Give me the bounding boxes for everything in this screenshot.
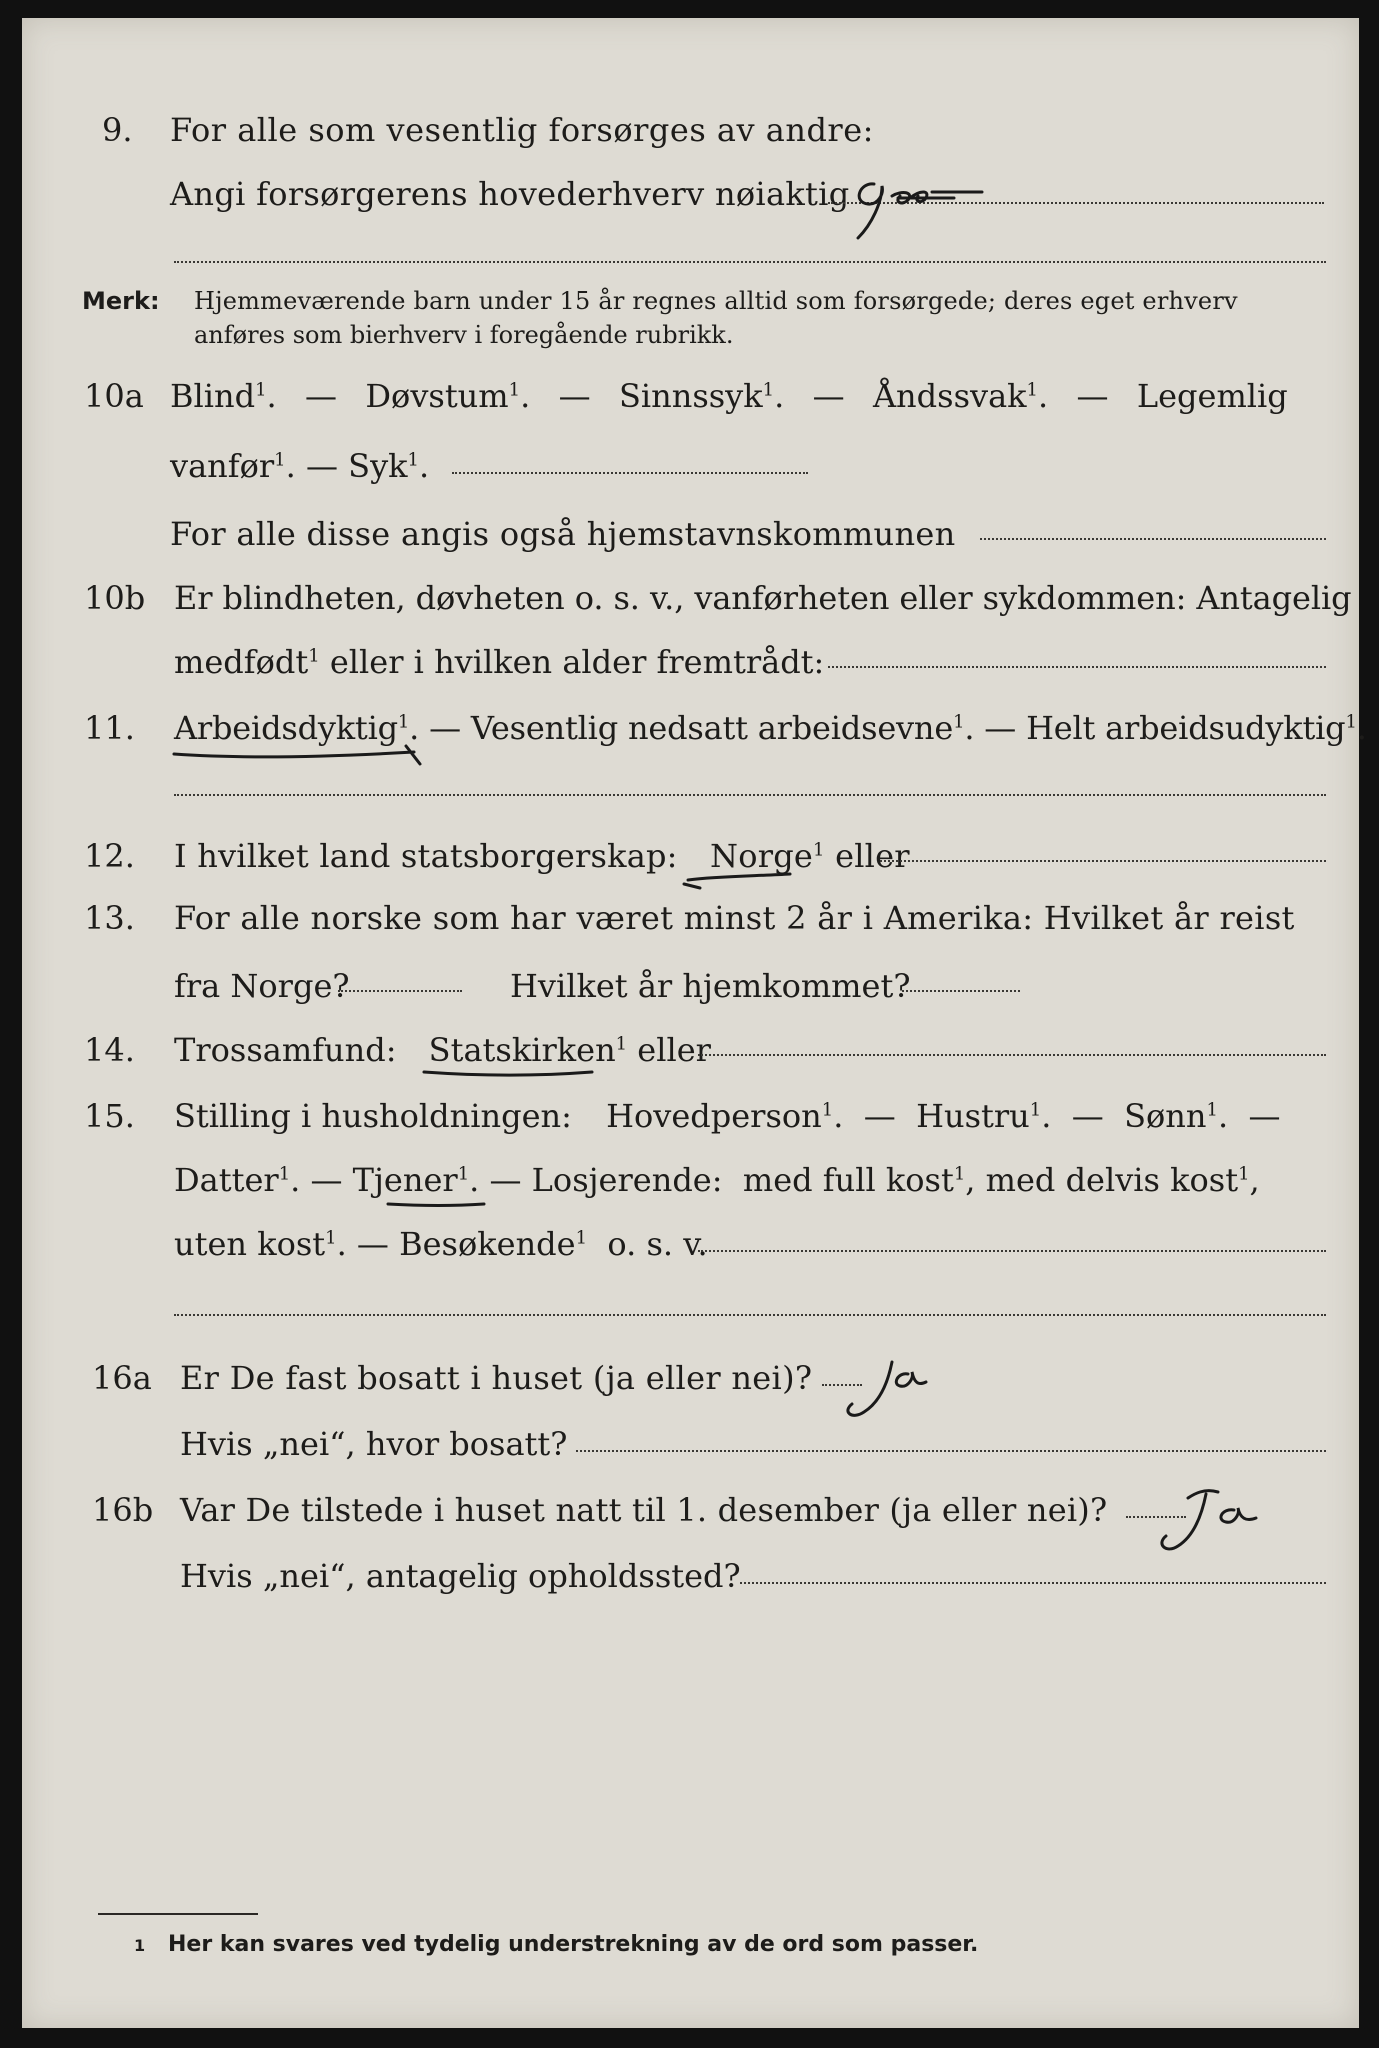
q9-extra-line: [174, 261, 1326, 263]
q16b-answer-handwriting: [1122, 1478, 1292, 1558]
opt-arbeidsdyktig[interactable]: Arbeidsdyktig: [174, 709, 398, 747]
q11-underline-mark: [170, 740, 430, 770]
q13-reist-line: [338, 990, 462, 992]
opt-full-kost[interactable]: med full kost: [742, 1161, 954, 1199]
q12-line: I hvilket land statsborgerskap: Norge$^1$ eller: [174, 837, 910, 875]
q11-extra-line: [174, 794, 1326, 796]
q15-extra-line: [174, 1314, 1326, 1316]
form-page: [22, 18, 1367, 2028]
q16b-number: 16b: [92, 1491, 154, 1529]
q10a-number: 10a: [84, 377, 144, 415]
opt-tjener[interactable]: Tjener: [352, 1161, 458, 1199]
q10a-syk-line: [452, 472, 808, 474]
opt-vesentlig-nedsatt[interactable]: Vesentlig nedsatt arbeidsevne: [470, 709, 954, 747]
q16b-opholdssted-line: [740, 1582, 1326, 1584]
q15-line1: Stilling i husholdningen: Hovedperson$^1$. — Hustru$^1$. — Sønn$^1$. —: [174, 1097, 1281, 1135]
opt-legemlig[interactable]: Legemlig: [1136, 377, 1288, 415]
q10a-hjemstavn-line: [980, 538, 1326, 540]
q16b-line1: Var De tilstede i huset natt til 1. desember (ja eller nei)?: [180, 1491, 1108, 1529]
q15-line3: uten kost$^1$. — Besøkende$^1$ o. s. v.: [174, 1225, 708, 1263]
merk-line1: Hjemmeværende barn under 15 år regnes alltid som forsørgede; deres eget erhverv: [194, 287, 1238, 315]
q15-number: 15.: [84, 1097, 135, 1135]
q10b-line2-rest: eller i hvilken alder fremtrådt:: [329, 643, 825, 681]
q13-number: 13.: [84, 899, 135, 937]
opt-andssvak[interactable]: Åndssvak: [872, 377, 1027, 415]
merk-label: Merk:: [82, 287, 160, 315]
q13-hjemkommet-line: [902, 990, 1020, 992]
q15-underline-mark: [384, 1196, 494, 1216]
opt-blind[interactable]: Blind: [170, 377, 256, 415]
opt-sonn[interactable]: Sønn: [1124, 1097, 1207, 1135]
q16b-line2: Hvis „nei“, antagelig opholdssted?: [180, 1557, 741, 1595]
opt-norge[interactable]: Norge: [710, 837, 814, 875]
q12-underline-mark: [678, 866, 798, 896]
q15-line2: Datter$^1$. — Tjener$^1$. — Losjerende: med full kost$^1$, med delvis kost$^1$,: [174, 1161, 1260, 1199]
q16a-answer-handwriting: [822, 1348, 962, 1428]
footnote-rule: [98, 1913, 258, 1915]
q14-text: Trossamfund:: [174, 1031, 397, 1069]
opt-syk[interactable]: Syk: [348, 447, 408, 485]
q9-line1: For alle som vesentlig forsørges av andre:: [170, 111, 874, 149]
merk-line2: anføres som bierhverv i foregående rubrikk.: [194, 321, 734, 349]
q14-line: Trossamfund: Statskirken$^1$ eller: [174, 1031, 711, 1069]
q12-answer-line: [880, 860, 1326, 862]
q10b-line2: medfødt$^1$ eller i hvilken alder fremtrådt:: [174, 643, 825, 681]
q11-number: 11.: [84, 709, 135, 747]
q16a-number: 16a: [92, 1359, 152, 1397]
q15-text: Stilling i husholdningen:: [174, 1097, 572, 1135]
footnote-mark: 1: [134, 1936, 146, 1955]
opt-datter[interactable]: Datter: [174, 1161, 279, 1199]
q10b-line1: Er blindheten, døvheten o. s. v., vanførheten eller sykdommen: Antagelig: [174, 579, 1352, 617]
q10b-number: 10b: [84, 579, 146, 617]
opt-sinnssyk[interactable]: Sinnssyk: [618, 377, 763, 415]
q11-line: Arbeidsdyktig$^1$. — Vesentlig nedsatt arbeidsevne$^1$. — Helt arbeidsudyktig$^1$.: [174, 709, 1367, 747]
q9-line2: Angi forsørgerens hovederhverv nøiaktig: [170, 175, 850, 213]
q14-answer-line: [698, 1054, 1326, 1056]
q16a-line2: Hvis „nei“, hvor bosatt?: [180, 1425, 568, 1463]
q12-text: I hvilket land statsborgerskap:: [174, 837, 678, 875]
q13-line2b: Hvilket år hjemkommet?: [510, 967, 911, 1005]
opt-hovedperson[interactable]: Hovedperson: [606, 1097, 822, 1135]
q13-line1: For alle norske som har været minst 2 år i Amerika: Hvilket år reist: [174, 899, 1295, 937]
opt-statskirken[interactable]: Statskirken: [428, 1031, 616, 1069]
q14-underline-mark: [420, 1064, 600, 1084]
q10a-line2: vanfør$^1$. — Syk$^1$.: [170, 447, 430, 485]
opt-helt-arbeidsudyktig[interactable]: Helt arbeidsudyktig: [1026, 709, 1346, 747]
q12-eller: eller: [835, 837, 910, 875]
footnote-text: Her kan svares ved tydelig understrekning av de ord som passer.: [168, 1932, 979, 1957]
opt-dovstum[interactable]: Døvstum: [365, 377, 509, 415]
q10a-line1: Blind$^1$. — Døvstum$^1$. — Sinnssyk$^1$. — Åndssvak$^1$. — Legemlig: [170, 377, 1288, 415]
q9-number: 9.: [102, 111, 133, 149]
q13-line2a: fra Norge?: [174, 967, 350, 1005]
q12-number: 12.: [84, 837, 135, 875]
q10b-answer-line: [828, 666, 1326, 668]
q14-eller: eller: [637, 1031, 711, 1069]
q16a-line1: Er De fast bosatt i huset (ja eller nei)?: [180, 1359, 813, 1397]
opt-hustru[interactable]: Hustru: [916, 1097, 1030, 1135]
q15-osv: o. s. v.: [607, 1225, 708, 1263]
q14-number: 14.: [84, 1031, 135, 1069]
q16a-bosatt-line: [576, 1450, 1326, 1452]
opt-delvis-kost[interactable]: med delvis kost: [985, 1161, 1239, 1199]
q9-answer-handwriting: [842, 168, 1002, 248]
q15-losjerende: Losjerende:: [531, 1161, 723, 1199]
opt-uten-kost[interactable]: uten kost: [174, 1225, 326, 1263]
opt-vanfor[interactable]: vanfør: [170, 447, 275, 485]
opt-besokende[interactable]: Besøkende: [399, 1225, 576, 1263]
q10a-line3: For alle disse angis også hjemstavnskommunen: [170, 515, 956, 553]
opt-medfodt[interactable]: medfødt: [174, 643, 309, 681]
q15-answer-line: [698, 1250, 1326, 1252]
